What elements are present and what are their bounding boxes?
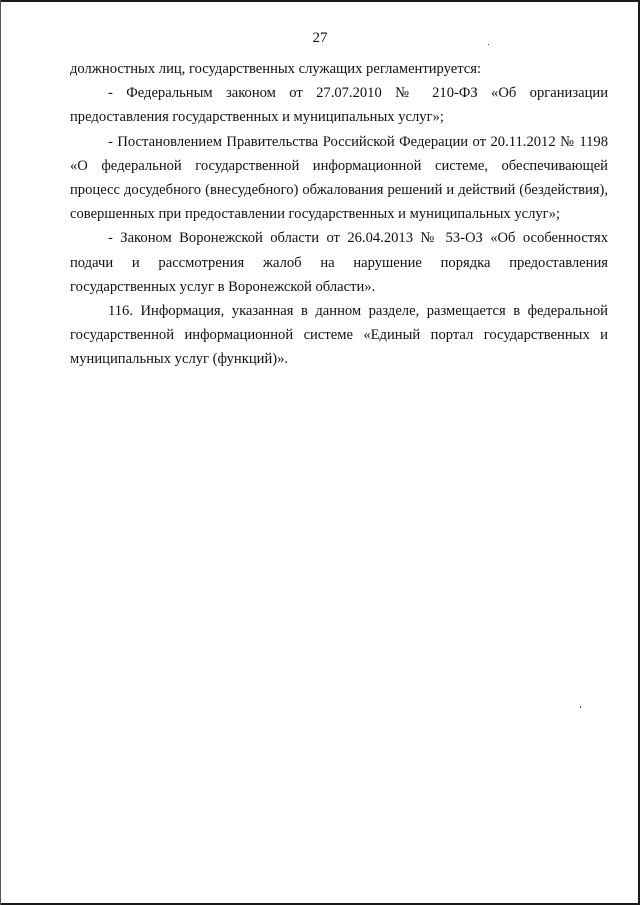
- scan-edge-top: [0, 0, 640, 2]
- document-body: [70, 57, 608, 372]
- paragraph-regional-law: - Законом Воронежской области от 26.04.2013 № 53-ОЗ «Об особенностях подачи и рассмотрения жалоб на нарушение порядка предоставления государственных услуг в Воронежской области».: [70, 230, 608, 295]
- scan-speck: [580, 706, 581, 708]
- paragraph-government-resolution: - Постановлением Правительства Российской Федерации от 20.11.2012 № 1198 «О федеральной государственной информационной системе, обеспечивающей процесс досудебного (внесудебного) обжалования решений и действий (бездействия), совершенных при предоставлении государственных и муниципальных услуг»;: [70, 133, 608, 223]
- page-number: 27: [312, 30, 328, 46]
- paragraph-116: 116. Информация, указанная в данном разделе, размещается в федеральной государственной информационной системе «Единый портал государственных и муниципальных услуг (функций)».: [70, 303, 608, 368]
- paragraph-continuation: должностных лиц, государственных служащих регламентируется:: [70, 61, 482, 77]
- paragraph-federal-law: - Федеральным законом от 27.07.2010 № 210-ФЗ «Об организации предоставления государственных и муниципальных услуг»;: [70, 85, 608, 126]
- scan-speck: [488, 44, 489, 45]
- scan-edge-left: [0, 0, 1, 905]
